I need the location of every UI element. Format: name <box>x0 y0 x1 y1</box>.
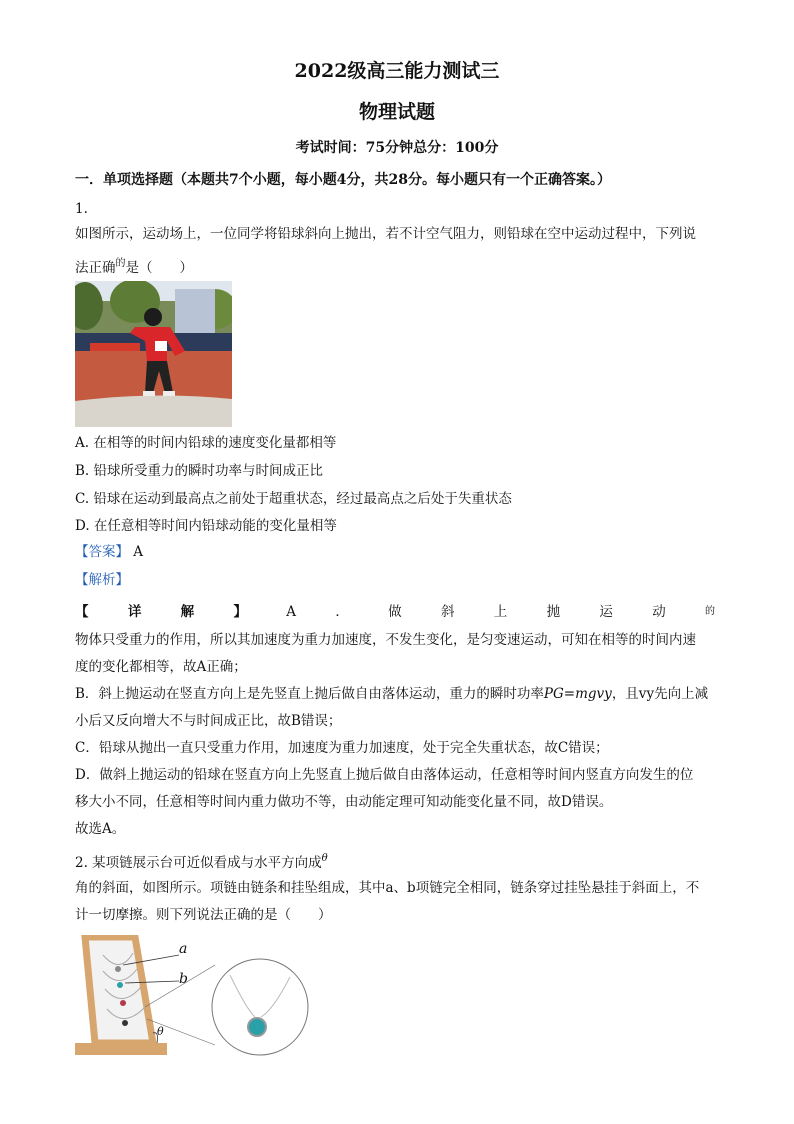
stem-part-b: 是（ ） <box>125 260 193 276</box>
stem-part-a: 法正确 <box>75 260 116 276</box>
explanation-line4: 小后又反向增大不与时间成正比，故B错误； <box>75 713 342 729</box>
option-a: A. 在相等的时间内铅球的速度变化量都相等 <box>75 435 337 451</box>
detail-char: 上 <box>493 604 508 620</box>
label-theta: θ <box>157 1025 164 1038</box>
explanation-line5: C．铅球从抛出一直只受重力作用，加速度为重力加速度，处于完全失重状态，故C错误； <box>75 740 609 756</box>
detail-char: 动 <box>652 604 666 620</box>
detail-char: 解 <box>180 604 195 620</box>
subject-title: 物理试题 <box>358 101 435 123</box>
explanation-line3 <box>75 684 725 704</box>
exam-title: 2022级高三能力测试三 <box>294 60 500 82</box>
necklace-figure <box>75 935 315 1057</box>
answer-line <box>75 542 725 562</box>
label-b: b <box>179 971 188 987</box>
theta-symbol: θ <box>321 853 328 864</box>
detail-small-char: 的 <box>705 606 715 617</box>
question-stem-line2 <box>75 254 725 278</box>
answer-value: A <box>133 544 144 560</box>
option-d: D. 在任意相等时间内铅球动能的变化量相等 <box>75 518 337 534</box>
shot-put-photo <box>75 281 232 427</box>
explanation-text-tail: ，且vy先向上减 <box>611 686 709 702</box>
explanation-text: B．斜上抛运动在竖直方向上是先竖直上抛后做自由落体运动，重力的瞬时功率 <box>75 686 544 702</box>
explanation-line8: 故选A。 <box>75 821 126 837</box>
section-heading: 一．单项选择题（本题共7个小题，每小题4分，共28分。每小题只有一个正确答案。） <box>75 172 611 188</box>
explanation-line2: 度的变化都相等，故A正确； <box>75 659 247 675</box>
detail-line <box>75 602 725 622</box>
detail-char: 详 <box>127 604 142 620</box>
detail-char: A <box>286 604 296 620</box>
stem-small-char: 的 <box>115 258 126 269</box>
detail-char: 做 <box>388 604 402 620</box>
detail-spread <box>75 602 715 622</box>
question-number: 1. <box>75 201 88 217</box>
option-c: C. 铅球在运动到最高点之前处于超重状态，经过最高点之后处于失重状态 <box>75 491 512 507</box>
detail-char: 运 <box>599 604 613 620</box>
detail-char: 斜 <box>440 604 455 620</box>
question2-line1 <box>75 849 725 873</box>
detail-char: ． <box>335 604 349 620</box>
detail-char: 【 <box>75 604 89 620</box>
exam-info: 考试时间：75分钟总分：100分 <box>295 140 499 156</box>
detail-char: 抛 <box>546 604 561 620</box>
option-b: B. 铅球所受重力的瞬时功率与时间成正比 <box>75 463 324 479</box>
question2-text: 2. 某项链展示台可近似看成与水平方向成 <box>75 855 322 871</box>
question2-line2: 角的斜面，如图所示。项链由链条和挂坠组成，其中a、b项链完全相同，链条穿过挂坠悬挂于斜面上，不 <box>75 880 700 896</box>
explanation-line7: 移大小不同，任意相等时间内重力做功不等，由动能定理可知动能变化量不同，故D错误。 <box>75 794 613 810</box>
question2-line3: 计一切摩擦。则下列说法正确的是（ ） <box>75 907 332 923</box>
detail-char: 】 <box>233 604 247 620</box>
label-a: a <box>179 941 188 957</box>
question-stem-line1: 如图所示，运动场上，一位同学将铅球斜向上抛出，若不计空气阻力，则铅球在空中运动过程中，下列说 <box>75 226 696 242</box>
explanation-line1: 物体只受重力的作用，所以其加速度为重力加速度，不发生变化，是匀变速运动，可知在相等的时间内速 <box>75 632 696 648</box>
answer-label: 【答案】 <box>75 544 129 560</box>
power-formula: PG=mgvy <box>543 686 612 702</box>
explanation-line6: D．做斜上抛运动的铅球在竖直方向上先竖直上抛后做自由落体运动，任意相等时间内竖直方向发生的位 <box>75 767 694 783</box>
analysis-label: 【解析】 <box>75 572 129 588</box>
